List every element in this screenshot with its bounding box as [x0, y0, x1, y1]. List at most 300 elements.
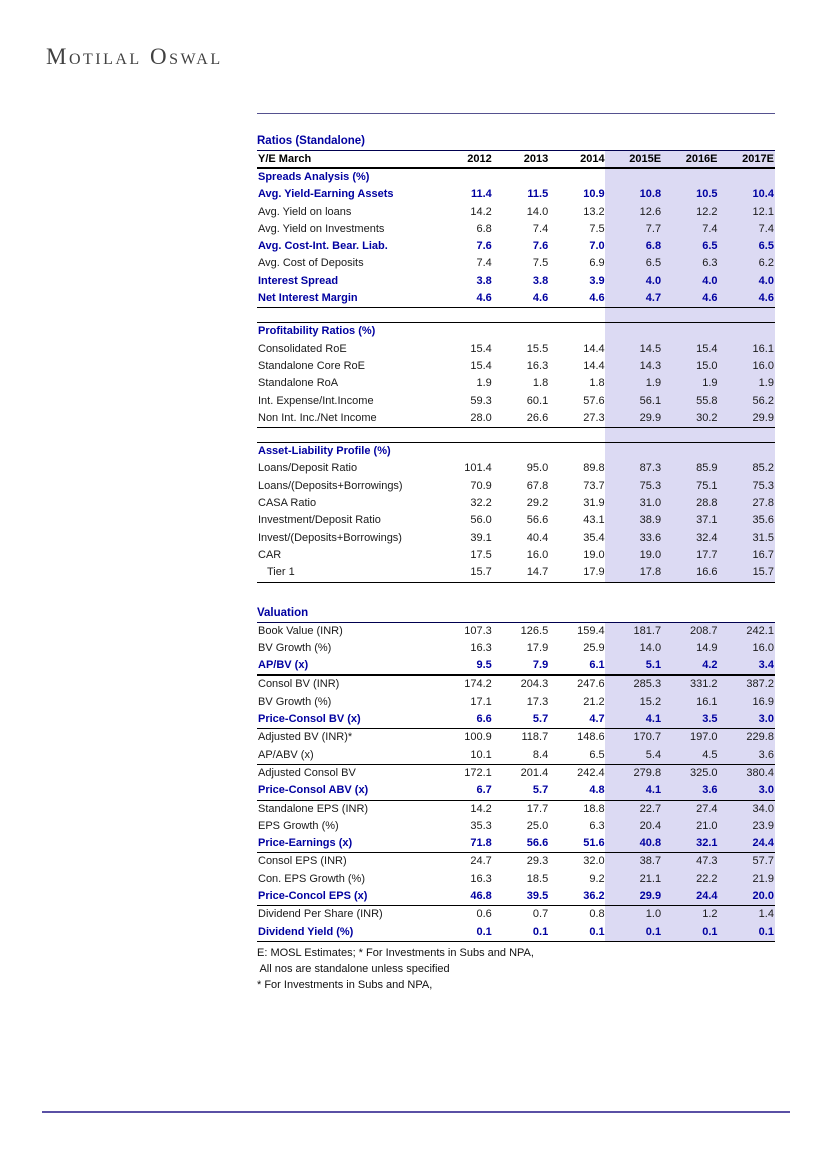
table-row	[257, 694, 775, 711]
value-cell: 1.4	[758, 908, 774, 921]
value-cell: 16.3	[470, 641, 492, 654]
value-cell: 16.3	[526, 359, 549, 372]
value-cell: 75.3	[752, 479, 774, 492]
table-row	[257, 495, 775, 512]
value-cell: 33.6	[639, 531, 662, 544]
value-cell: 14.9	[696, 641, 718, 654]
value-cell: 31.5	[752, 531, 774, 544]
value-cell: 181.7	[633, 624, 662, 637]
value-cell: 27.8	[752, 497, 774, 510]
table-row	[257, 255, 775, 272]
value-cell: 32.2	[470, 497, 492, 510]
table-row	[257, 273, 775, 290]
table-row	[257, 238, 775, 255]
row-label: Avg. Yield-Earning Assets	[258, 188, 394, 201]
year-header-cell: 2013	[523, 153, 549, 165]
value-cell: 1.8	[532, 377, 549, 390]
value-cell: 10.9	[583, 188, 605, 201]
row-label: Standalone RoA	[258, 377, 339, 390]
value-cell: 29.3	[526, 855, 549, 868]
section-heading-label: Profitability Ratios (%)	[258, 325, 376, 338]
value-cell: 1.9	[645, 377, 662, 390]
section-heading-row	[257, 443, 775, 460]
year-header-cell: 2016E	[685, 153, 718, 165]
value-cell: 15.7	[470, 566, 492, 579]
table-row	[257, 729, 775, 746]
value-cell: 20.4	[639, 819, 662, 832]
value-cell: 4.7	[589, 713, 605, 726]
value-cell: 15.0	[696, 359, 718, 372]
value-cell: 21.2	[583, 695, 605, 708]
year-header-cell: 2012	[467, 153, 492, 165]
value-cell: 75.3	[639, 479, 662, 492]
value-cell: 10.8	[639, 188, 662, 201]
value-cell: 17.9	[583, 566, 605, 579]
value-cell: 60.1	[526, 394, 549, 407]
value-cell: 4.5	[702, 748, 718, 761]
row-label: BV Growth (%)	[258, 695, 332, 708]
value-cell: 30.2	[696, 411, 718, 424]
value-cell: 6.8	[645, 240, 662, 253]
value-cell: 21.9	[752, 872, 774, 885]
value-cell: 17.5	[470, 548, 492, 561]
value-cell: 5.7	[532, 713, 549, 726]
value-cell: 279.8	[633, 766, 662, 779]
row-label: Avg. Cost of Deposits	[258, 257, 364, 270]
value-cell: 0.1	[758, 925, 774, 938]
value-cell: 3.0	[758, 784, 774, 797]
value-cell: 22.2	[696, 872, 718, 885]
table-row	[257, 623, 775, 640]
table-row	[257, 835, 775, 853]
value-cell: 126.5	[520, 624, 549, 637]
table-row	[257, 375, 775, 392]
table-row	[257, 747, 775, 765]
value-cell: 25.9	[583, 641, 605, 654]
value-cell: 28.0	[470, 411, 492, 424]
value-cell: 38.9	[639, 514, 662, 527]
value-cell: 3.8	[476, 274, 492, 287]
section-title: Valuation	[257, 605, 775, 623]
year-header-cell: 2015E	[629, 153, 662, 165]
row-label: Price-Concol EPS (x)	[258, 889, 368, 902]
value-cell: 16.6	[696, 566, 718, 579]
value-cell: 6.5	[645, 257, 662, 270]
value-cell: 174.2	[464, 678, 492, 691]
value-cell: 16.1	[696, 695, 718, 708]
table-row	[257, 906, 775, 923]
value-cell: 15.4	[470, 342, 492, 355]
value-cell: 7.4	[532, 222, 549, 235]
value-cell: 325.0	[689, 766, 718, 779]
value-cell: 17.9	[526, 641, 549, 654]
section-gap-white	[257, 583, 775, 605]
value-cell: 6.7	[476, 784, 492, 797]
value-cell: 70.9	[470, 479, 492, 492]
table-row	[257, 676, 775, 693]
table-row	[257, 460, 775, 477]
top-rule-spacer	[257, 114, 775, 133]
row-label: Avg. Yield on Investments	[258, 222, 385, 235]
value-cell: 51.6	[583, 837, 605, 850]
value-cell: 32.0	[583, 855, 605, 868]
value-cell: 16.0	[752, 641, 774, 654]
table-row	[257, 186, 775, 203]
value-cell: 46.8	[470, 889, 492, 902]
value-cell: 4.0	[702, 274, 718, 287]
value-cell: 0.1	[702, 925, 718, 938]
value-cell: 6.3	[702, 257, 718, 270]
value-cell: 95.0	[526, 462, 549, 475]
row-label: Adjusted Consol BV	[258, 766, 356, 779]
value-cell: 5.4	[645, 748, 662, 761]
footnotes	[257, 945, 775, 993]
value-cell: 107.3	[464, 624, 492, 637]
value-cell: 4.6	[476, 292, 492, 305]
value-cell: 56.6	[526, 837, 549, 850]
value-cell: 3.6	[702, 784, 718, 797]
value-cell: 4.6	[702, 292, 718, 305]
value-cell: 34.0	[752, 802, 774, 815]
footnote-line: E: MOSL Estimates; * For Investments in Subs and NPA,	[257, 946, 534, 959]
table-row	[257, 640, 775, 657]
value-cell: 4.7	[645, 292, 662, 305]
value-cell: 59.3	[470, 394, 492, 407]
value-cell: 1.9	[758, 377, 774, 390]
value-cell: 242.4	[577, 766, 605, 779]
value-cell: 8.4	[532, 748, 549, 761]
value-cell: 11.5	[527, 188, 549, 201]
value-cell: 24.4	[752, 837, 774, 850]
table-title: Ratios (Standalone)	[257, 133, 775, 151]
value-cell: 35.3	[470, 819, 492, 832]
value-cell: 1.0	[645, 908, 662, 921]
value-cell: 9.2	[589, 872, 605, 885]
row-label: Invest/(Deposits+Borrowings)	[258, 531, 402, 544]
value-cell: 19.0	[639, 548, 662, 561]
value-cell: 16.7	[752, 548, 774, 561]
row-label: Int. Expense/Int.Income	[258, 394, 374, 407]
value-cell: 208.7	[689, 624, 718, 637]
row-label: Dividend Per Share (INR)	[258, 908, 383, 921]
value-cell: 4.8	[589, 784, 605, 797]
row-label: Avg. Yield on loans	[258, 205, 352, 218]
row-label: Price-Consol BV (x)	[258, 713, 361, 726]
table-row	[257, 221, 775, 238]
value-cell: 67.8	[526, 479, 549, 492]
value-cell: 3.6	[758, 748, 774, 761]
row-label: Loans/(Deposits+Borrowings)	[258, 479, 403, 492]
value-cell: 24.7	[470, 855, 492, 868]
value-cell: 32.1	[696, 837, 718, 850]
value-cell: 27.3	[583, 411, 605, 424]
value-cell: 14.4	[583, 342, 605, 355]
row-label: Tier 1	[267, 566, 295, 579]
value-cell: 201.4	[520, 766, 549, 779]
value-cell: 331.2	[689, 678, 718, 691]
value-cell: 85.9	[696, 462, 718, 475]
table-row	[257, 871, 775, 888]
value-cell: 20.0	[752, 889, 774, 902]
value-cell: 6.8	[476, 222, 492, 235]
value-cell: 387.2	[746, 678, 774, 691]
value-cell: 229.8	[746, 731, 774, 744]
section-heading-row	[257, 169, 775, 186]
value-cell: 26.6	[526, 411, 549, 424]
table-row	[257, 765, 775, 782]
value-cell: 10.5	[696, 188, 718, 201]
value-cell: 7.9	[532, 659, 549, 672]
row-label: CASA Ratio	[258, 497, 317, 510]
year-header-label: Y/E March	[258, 153, 312, 165]
row-label: Standalone Core RoE	[258, 359, 366, 372]
value-cell: 0.1	[589, 925, 605, 938]
value-cell: 204.3	[520, 678, 549, 691]
value-cell: 31.0	[639, 497, 662, 510]
year-header-cell: 2017E	[742, 153, 774, 165]
row-label: EPS Growth (%)	[258, 819, 339, 832]
value-cell: 85.2	[752, 462, 774, 475]
value-cell: 39.5	[526, 889, 549, 902]
value-cell: 6.1	[589, 659, 605, 672]
value-cell: 25.0	[526, 819, 549, 832]
value-cell: 16.1	[752, 342, 774, 355]
value-cell: 17.7	[526, 802, 549, 815]
table-row	[257, 358, 775, 375]
value-cell: 247.6	[577, 678, 605, 691]
value-cell: 3.5	[702, 713, 718, 726]
value-cell: 3.8	[532, 274, 549, 287]
value-cell: 4.0	[758, 274, 774, 287]
value-cell: 7.0	[589, 240, 605, 253]
value-cell: 1.9	[702, 377, 718, 390]
value-cell: 39.1	[470, 531, 492, 544]
table-row	[257, 888, 775, 906]
value-cell: 172.1	[464, 766, 492, 779]
value-cell: 10.4	[752, 188, 774, 201]
year-header-cell: 2014	[580, 153, 605, 165]
page-bottom-rule	[42, 1111, 790, 1113]
section-gap-shaded	[257, 308, 775, 323]
value-cell: 159.4	[577, 624, 605, 637]
value-cell: 16.0	[752, 359, 774, 372]
year-header-row	[257, 151, 775, 169]
value-cell: 22.7	[639, 802, 662, 815]
value-cell: 7.5	[532, 257, 549, 270]
value-cell: 4.6	[758, 292, 774, 305]
value-cell: 29.2	[526, 497, 549, 510]
value-cell: 16.9	[752, 695, 774, 708]
table-row	[257, 547, 775, 564]
row-label: Consolidated RoE	[258, 342, 347, 355]
row-label: Non Int. Inc./Net Income	[258, 411, 377, 424]
value-cell: 6.5	[758, 240, 774, 253]
value-cell: 15.5	[526, 342, 549, 355]
value-cell: 35.6	[752, 514, 774, 527]
row-label: AP/BV (x)	[258, 659, 309, 672]
value-cell: 10.1	[470, 748, 492, 761]
value-cell: 197.0	[689, 731, 718, 744]
value-cell: 4.1	[645, 713, 662, 726]
value-cell: 7.4	[758, 222, 774, 235]
value-cell: 28.8	[696, 497, 718, 510]
table-row	[257, 393, 775, 410]
row-label: Book Value (INR)	[258, 624, 343, 637]
value-cell: 27.4	[696, 802, 718, 815]
table-row	[257, 512, 775, 529]
value-cell: 1.9	[476, 377, 492, 390]
value-cell: 4.0	[645, 274, 662, 287]
value-cell: 40.4	[526, 531, 549, 544]
value-cell: 24.4	[696, 889, 718, 902]
value-cell: 16.0	[526, 548, 549, 561]
value-cell: 23.9	[752, 819, 774, 832]
table-row	[257, 410, 775, 428]
section-heading-label: Spreads Analysis (%)	[258, 171, 370, 183]
value-cell: 100.9	[464, 731, 492, 744]
value-cell: 118.7	[521, 731, 549, 744]
table-row	[257, 204, 775, 221]
value-cell: 56.1	[639, 394, 662, 407]
value-cell: 16.3	[470, 872, 492, 885]
row-label: Avg. Cost-Int. Bear. Liab.	[258, 240, 388, 253]
value-cell: 57.7	[752, 855, 774, 868]
row-label: Consol EPS (INR)	[258, 855, 347, 868]
table-row	[257, 711, 775, 729]
table-row	[257, 782, 775, 800]
value-cell: 15.4	[470, 359, 492, 372]
value-cell: 14.7	[526, 566, 549, 579]
value-cell: 18.5	[526, 872, 549, 885]
row-label: Investment/Deposit Ratio	[258, 514, 381, 527]
footnote-line: All nos are standalone unless specified	[257, 962, 450, 975]
value-cell: 3.4	[758, 659, 774, 672]
section-heading-row	[257, 323, 775, 340]
value-cell: 7.5	[589, 222, 605, 235]
value-cell: 21.1	[639, 872, 662, 885]
footnote-line: * For Investments in Subs and NPA,	[257, 978, 433, 991]
value-cell: 56.0	[470, 514, 492, 527]
value-cell: 14.2	[470, 802, 492, 815]
value-cell: 0.8	[589, 908, 605, 921]
value-cell: 18.8	[583, 802, 605, 815]
value-cell: 21.0	[696, 819, 718, 832]
value-cell: 14.0	[526, 205, 549, 218]
section-gap-shaded	[257, 428, 775, 443]
value-cell: 0.7	[532, 908, 549, 921]
value-cell: 3.9	[589, 274, 605, 287]
value-cell: 47.3	[696, 855, 718, 868]
value-cell: 6.9	[589, 257, 605, 270]
value-cell: 6.2	[758, 257, 774, 270]
value-cell: 14.4	[583, 359, 605, 372]
value-cell: 19.0	[583, 548, 605, 561]
value-cell: 13.2	[583, 205, 605, 218]
value-cell: 0.1	[476, 925, 492, 938]
value-cell: 6.5	[589, 748, 605, 761]
table-row	[257, 341, 775, 358]
value-cell: 15.7	[752, 566, 774, 579]
value-cell: 0.6	[476, 908, 492, 921]
value-cell: 71.8	[470, 837, 492, 850]
value-cell: 35.4	[583, 531, 605, 544]
value-cell: 17.8	[639, 566, 662, 579]
value-cell: 15.2	[639, 695, 662, 708]
value-cell: 11.4	[470, 188, 492, 201]
section-heading-label: Asset-Liability Profile (%)	[258, 445, 391, 458]
table-row	[257, 530, 775, 547]
value-cell: 87.3	[639, 462, 662, 475]
value-cell: 12.1	[752, 205, 774, 218]
brand-logo: Motilal Oswal	[46, 44, 223, 69]
value-cell: 6.5	[702, 240, 718, 253]
table-row	[257, 657, 775, 676]
value-cell: 1.2	[702, 908, 718, 921]
value-cell: 0.1	[645, 925, 662, 938]
value-cell: 3.0	[758, 713, 774, 726]
row-label: Standalone EPS (INR)	[258, 802, 369, 815]
value-cell: 56.6	[526, 514, 549, 527]
value-cell: 17.1	[470, 695, 492, 708]
value-cell: 6.6	[476, 713, 492, 726]
value-cell: 29.9	[639, 411, 662, 424]
value-cell: 7.7	[645, 222, 662, 235]
row-label: Consol BV (INR)	[258, 678, 340, 691]
value-cell: 6.3	[589, 819, 605, 832]
value-cell: 17.7	[696, 548, 718, 561]
row-label: Interest Spread	[258, 274, 339, 287]
value-cell: 75.1	[696, 479, 718, 492]
value-cell: 7.4	[476, 257, 492, 270]
value-cell: 170.7	[633, 731, 662, 744]
value-cell: 55.8	[696, 394, 718, 407]
row-label: Price-Consol ABV (x)	[258, 784, 369, 797]
table-row	[257, 924, 775, 942]
value-cell: 4.1	[645, 784, 662, 797]
value-cell: 4.6	[589, 292, 605, 305]
value-cell: 4.2	[702, 659, 718, 672]
value-cell: 43.1	[583, 514, 605, 527]
value-cell: 38.7	[639, 855, 662, 868]
value-cell: 73.7	[583, 479, 605, 492]
table-row	[257, 801, 775, 818]
row-label: AP/ABV (x)	[258, 748, 314, 761]
value-cell: 29.9	[752, 411, 774, 424]
value-cell: 12.2	[696, 205, 718, 218]
value-cell: 56.2	[752, 394, 774, 407]
row-label: Loans/Deposit Ratio	[258, 462, 358, 475]
value-cell: 37.1	[696, 514, 718, 527]
value-cell: 7.6	[532, 240, 549, 253]
row-label: Dividend Yield (%)	[258, 925, 354, 938]
table-body	[257, 169, 775, 942]
value-cell: 4.6	[532, 292, 549, 305]
value-cell: 285.3	[633, 678, 662, 691]
value-cell: 101.4	[464, 462, 492, 475]
value-cell: 1.8	[589, 377, 605, 390]
value-cell: 9.5	[476, 659, 492, 672]
value-cell: 148.6	[577, 731, 605, 744]
value-cell: 32.4	[696, 531, 718, 544]
value-cell: 12.6	[639, 205, 662, 218]
table-row	[257, 564, 775, 582]
value-cell: 14.3	[639, 359, 662, 372]
value-cell: 7.6	[476, 240, 492, 253]
value-cell: 29.9	[639, 889, 662, 902]
row-label: Price-Earnings (x)	[258, 837, 353, 850]
value-cell: 5.1	[645, 659, 662, 672]
value-cell: 57.6	[583, 394, 605, 407]
